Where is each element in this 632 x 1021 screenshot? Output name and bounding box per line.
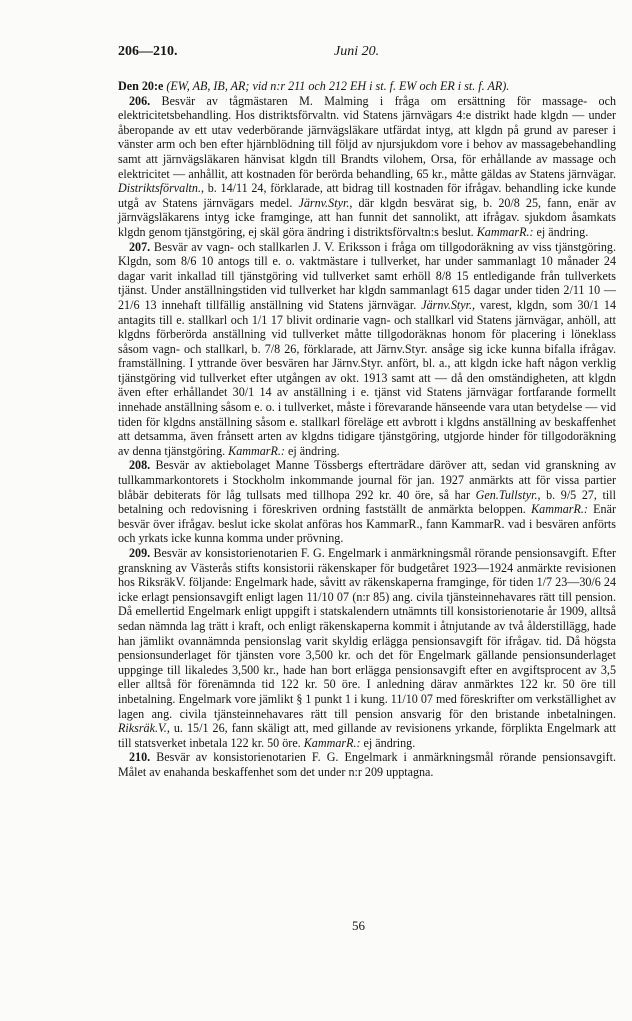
document-body	[118, 79, 616, 780]
paragraph-210	[118, 750, 616, 779]
paragraph-text: Besvär av konsistorienotarien F. G. Engelmark i anmärkningsmål rörande pensionsavgift. Efter granskning av Västerås stifts konsistorii räkenskaper för budgetåret 1923—1924 anmärkte revisionen hos RiksräkV. följande: Engelmark hade, såvitt av räkenskaperna framginge, för tiden 1/7 23—30/6 24 icke erlagt pensionsavgift enligt lagen 11/10 07 (n:r 85) ang. civila tjänsteinnehavares rätt till pension. Då emellertid Engelmark enligt uppgift i statskalendern utnämnts till konsistorienotarie år 1909, alltså sedan nämnda lag trätt i kraft, och enligt räkenskaperna kommit i åtnjutande av två ålderstillägg, hade han jämlikt ovannämnda pensionslag varit skyldig erlägga pensionsavgift för ifrågav. tid. Då högsta pensionsunderlaget för tjänsten vore 3,500 kr. och det för Engelmark gällande pensionsunderlaget uppginge till likaledes 3,500 kr., hade han bort erlägga pensionsavgift efter en avgiftsprocent av 3,5 eller alltså för förenämnda tid 122 kr. 50 öre. I anledning därav anmärktes 122 kr. 50 öre till inbetalning. Engelmark vore jämlikt § 1 punkt 1 i kung. 11/10 07 med föreskrifter om verkställighet av lagen ang. civila tjänsteinnehavares rätt till pension ansvarig för den bristande inbetalningen. Riksräk.V., u. 15/1 26, fann skäligt att, med gillande av revisionens yrkande, förplikta Engelmark att till statsverket inbetala 122 kr. 50 öre. KammarR.: ej ändring.	[118, 546, 616, 750]
paragraph-text: Besvär av vagn- och stallkarlen J. V. Eriksson i fråga om tillgodoräkning av viss tjänstgöring. Klgdn, som 8/6 10 antogs till e. o. vaktmästare i tullverket, har under sammanlagt 10 månader 24 dagar varit inkallad till tjänstgöring vid tullverket samt erhöll 8/8 15 entledigande från tullverkets tjänst. Under anställningstiden vid tullverket har klgdn sammanlagt 615 dagar under tiden 2/11 10 —21/6 13 innehaft tillfällig anställning vid Statens järnvägar. Järnv.Styr., varest, klgdn, som 30/1 14 antagits till e. stallkarl och 1/1 17 blivit ordinarie vagn- och stallkarl vid Statens järnvägar, anhöll, att klgdns förberörda anställning vid tullverket måtte tillgodoräknas honom för placering i löneklass såsom vagn- och stallkarl, b. 7/8 26, förklarade, att Järnv.Styr. ansåge sig icke kunna bifalla ifrågav. framställning. I yttrande över besvären har Järnv.Styr. anfört, bl. a., att klgdn icke haft någon verklig tjänstgöring vid tullverket efter utgången av okt. 1913 samt att — då den omständigheten, att klgdn även efter erhållandet 30/1 14 av anställning i e. tjänst vid Statens järnvägar fortfarande formellt innehade anställning såsom e. o. i tullverket, måste i förevarande hänseende vara utan betydelse — vid tiden för klgdns anställning såsom e. stallkarl föreläge ett avbrott i klgdns anställning av beskaffenhet att detsamma, även frånsett arten av klgdns tidigare tjänstgöring, utgjorde hinder för tillgodoräkning av denna tjänstgöring. KammarR.: ej ändring.	[118, 239, 617, 458]
paragraph-text: Besvär av tågmästaren M. Malming i fråga om ersättning för massage- och elektricitetsbehandling. Hos distriktsförvaltn. vid Statens järnvägars 4:e distrikt hade klgdn — under åberopande av ett utav vederbörande järnvägsläkare utfärdat intyg, att klgdn på grund av pareser i vänster arm och ben efter hjärnblödning till följd av njursjukdom vore i behov av massagebehandling samt att järnvägsläkaren hänvisat klgdn till Brandts vilohem, Orsa, för erhållande av massage och elektricitet — anhållit, att kostnaden för berörda behandling, 65 kr., måtte gäldas av Statens järnvägar. Distriktsförvaltn., b. 14/11 24, förklarade, att bidrag till kostnaden för ifrågav. behandling icke kunde utgå av Statens järnvägars medel. Järnv.Styr., där klgdn besvärat sig, b. 20/8 25, fann, enär av järnvägsläkarens intyg icke framginge, att han funnit det sannolikt, att ifrågav. sjukdom åsamkats klgdn genom tjänstgöring, ej skäl göra ändring i distriktsförvaltn:s beslut. KammarR.: ej ändring.	[118, 93, 617, 239]
page-number: 56	[352, 918, 365, 933]
paragraph-number: 208.	[129, 458, 151, 473]
paragraph-207	[118, 240, 616, 459]
paragraph-208	[118, 458, 616, 546]
header-section-range: 206—210.	[118, 44, 178, 59]
paragraph-number: 209.	[129, 546, 151, 560]
intro-text: (EW, AB, IB, AR; vid n:r 211 och 212 EH i st. f. EW och ER i st. f. AR).	[166, 79, 510, 93]
paragraph-text: Besvär av konsistorienotarien F. G. Engelmark i anmärkningsmål rörande pensionsavgift. Målet av enahanda beskaffenhet som det under n:r 209 upptagna.	[118, 750, 616, 779]
paragraph-text: Besvär av aktiebolaget Manne Tössbergs efterträdare däröver att, sedan vid granskning av tullkammarkontorets i Stockholm inkommande journal för jan. 1927 anmärkts att för vissa partier blåbär debiterats för låg tullsats med tillhopa 292 kr. 40 öre, så har Gen.Tullstyr., b. 9/5 27, till betalning och redovisning i föreskriven ordning fastställt de anmärkta beloppen. KammarR.: Enär besvär över ifrågav. beslut icke skolat anföras hos KammarR., fann KammarR. vad i besvären anförts och yrkats icke kunna komma under prövning.	[118, 458, 616, 546]
paragraph-number: 210.	[129, 750, 151, 765]
paragraph-number: 206.	[129, 93, 151, 108]
header-date: Juni 20.	[334, 44, 380, 59]
paragraph-number: 207.	[129, 239, 151, 254]
intro-lead: Den 20:e	[118, 79, 164, 93]
paragraph-209	[118, 546, 616, 750]
sitting-intro	[118, 79, 616, 94]
paragraph-206	[118, 94, 616, 240]
